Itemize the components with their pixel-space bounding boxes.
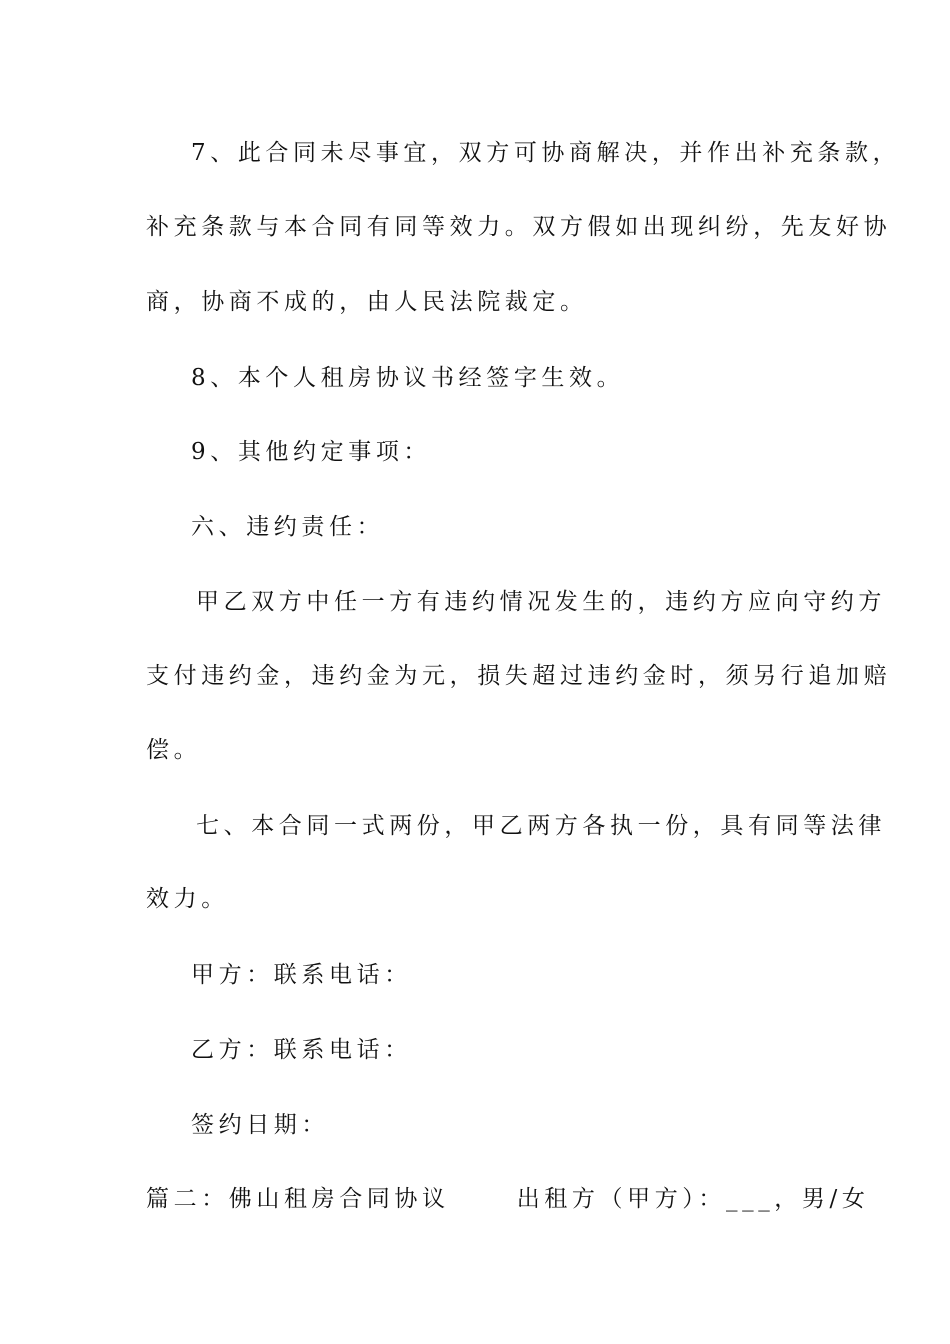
section-7-line-2: 效力。 [146, 886, 229, 912]
section-6-line-1: 甲乙双方中任一方有违约情况发生的，违约方应向守约方 [196, 589, 886, 615]
part-two-heading: 篇二：佛山租房合同协议 出租方（甲方）：___，男/女 [146, 1186, 870, 1212]
clause-7-line-2: 补充条款与本合同有同等效力。双方假如出现纠纷，先友好协 [146, 214, 892, 240]
party-a-contact: 甲方：联系电话： [191, 962, 412, 988]
signing-date: 签约日期： [191, 1112, 329, 1138]
clause-8: 8、本个人租房协议书经签字生效。 [191, 365, 625, 391]
clause-9: 9、其他约定事项： [191, 439, 432, 465]
clause-7-line-1: 7、此合同未尽事宜，双方可协商解决，并作出补充条款， [191, 140, 901, 166]
section-6-heading: 六、违约责任： [191, 514, 385, 540]
section-6-line-2: 支付违约金，违约金为元，损失超过违约金时，须另行追加赔 [146, 663, 892, 689]
party-b-contact: 乙方：联系电话： [191, 1037, 412, 1063]
section-7-line-1: 七、本合同一式两份，甲乙两方各执一份，具有同等法律 [196, 813, 886, 839]
clause-7-line-3: 商，协商不成的，由人民法院裁定。 [146, 289, 588, 315]
section-6-line-3: 偿。 [146, 737, 202, 763]
